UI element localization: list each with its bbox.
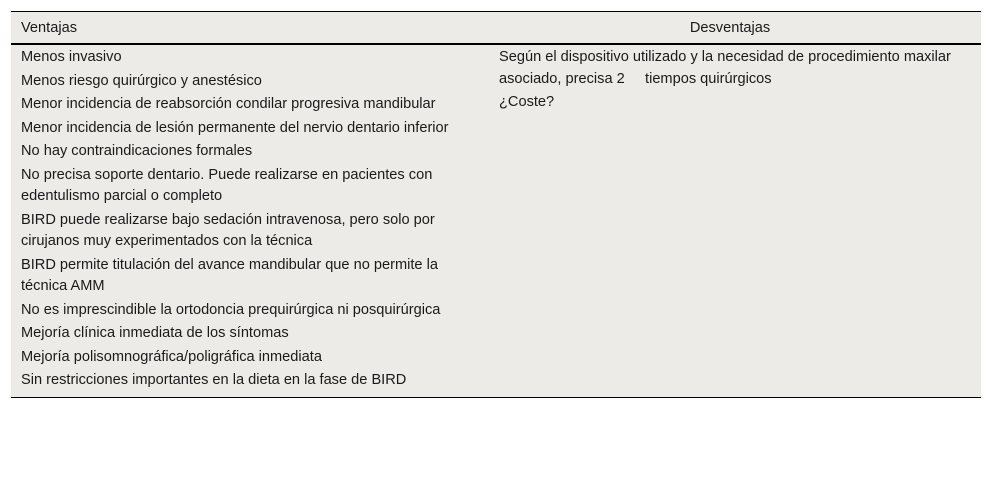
advantage-item: BIRD permite titulación del avance mandibular que no permite la técnica AMM — [21, 256, 438, 294]
table-body — [11, 45, 981, 397]
advantages-column — [11, 46, 489, 393]
advantage-item: Mejoría polisomnográfica/poligráfica inmediata — [21, 348, 322, 365]
table-header — [11, 12, 981, 45]
header-desventajas: Desventajas — [689, 19, 771, 36]
disadvantages-column — [489, 46, 981, 393]
advantage-item: No hay contraindicaciones formales — [21, 143, 253, 159]
advantage-item: Menor incidencia de lesión permanente del nervio dentario inferior — [21, 119, 449, 136]
advantage-item: No precisa soporte dentario. Puede realizarse en pacientes con edentulismo parcial o completo — [21, 166, 433, 204]
disadvantage-item: Según el dispositivo utilizado y la necesidad de procedimiento maxilar asociado, precisa 2 tiempos quirúrgicos — [499, 49, 951, 87]
advantage-item: Sin restricciones importantes en la dieta en la fase de BIRD — [21, 372, 407, 388]
advantage-item: Menos invasivo — [21, 49, 122, 65]
advantage-item: Menos riesgo quirúrgico y anestésico — [21, 72, 262, 89]
advantage-item: Mejoría clínica inmediata de los síntomas — [21, 325, 289, 341]
header-ventajas: Ventajas — [21, 19, 77, 36]
advantage-item: BIRD puede realizarse bajo sedación intravenosa, pero solo por cirujanos muy experimentados con la técnica — [21, 211, 435, 249]
advantage-item: Menor incidencia de reabsorción condilar progresiva mandibular — [21, 96, 436, 112]
advantage-item: No es imprescindible la ortodoncia prequirúrgica ni posquirúrgica — [21, 301, 441, 318]
comparison-table — [11, 11, 981, 398]
disadvantage-item: ¿Coste? — [499, 94, 555, 110]
